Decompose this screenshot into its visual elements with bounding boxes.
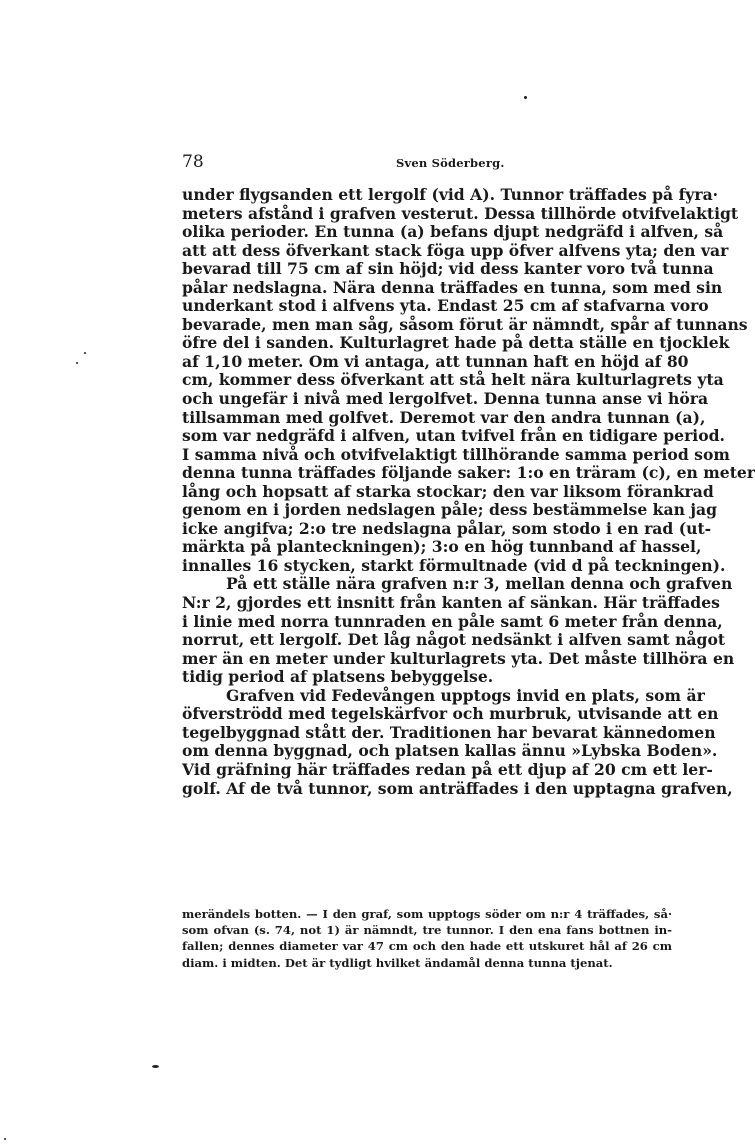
text-line: underkant stod i alfvens yta. Endast 25 cm af stafvarna voro: [182, 296, 709, 316]
footnote-line: fallen; dennes diameter var 47 cm och den hade ett utskuret hål af 26 cm: [182, 939, 672, 954]
text-line: Vid gräfning här träffades redan på ett djup af 20 cm ett ler-: [182, 759, 713, 779]
text-line: tidig period af platsens bebyggelse.: [182, 667, 494, 687]
text-line: öfre del i sanden. Kulturlagret hade på detta ställe en tjocklek: [182, 333, 730, 353]
text-line: N:r 2, gjordes ett insnitt från kanten af sänkan. Här träffades: [182, 593, 720, 613]
text-line: norrut, ett lergolf. Det låg något nedsänkt i alfven samt något: [182, 630, 726, 650]
scan-speck: [524, 96, 527, 99]
page-header: [182, 152, 672, 174]
footnote: [182, 906, 672, 971]
text-line: i linie med norra tunnraden en påle samt 6 meter från denna,: [182, 611, 723, 631]
text-line: öfverströdd med tegelskärfvor och murbruk, utvisande att en: [182, 704, 719, 724]
scan-speck: [84, 352, 86, 354]
text-line: pålar nedslagna. Nära denna träffades en tunna, som med sin: [182, 277, 723, 297]
text-line: Grafven vid Fedevången upptogs invid en plats, som är: [226, 685, 705, 705]
page-number: 78: [182, 152, 204, 172]
text-line: icke angifva; 2:o tre nedslagna pålar, som stodo i en rad (ut-: [182, 518, 712, 538]
text-line: tegelbyggnad stått der. Traditionen har bevarat kännedomen: [182, 722, 716, 742]
footnote-line: diam. i midten. Det är tydligt hvilket ändamål denna tunna tjenat.: [182, 955, 613, 970]
text-line: mer än en meter under kulturlagrets yta. Det måste tillhöra en: [182, 648, 735, 668]
text-line: genom en i jorden nedslagen påle; dess bestämmelse kan jag: [182, 500, 717, 520]
text-line: denna tunna träffades följande saker: 1:o en träram (c), en meter: [182, 463, 755, 483]
text-line: och ungefär i nivå med lergolfvet. Denna tunna anse vi höra: [182, 389, 709, 409]
text-line: bevarad till 75 cm af sin höjd; vid dess kanter voro två tunna: [182, 259, 714, 279]
scan-speck: [152, 1065, 159, 1068]
text-line: af 1,10 meter. Om vi antaga, att tunnan haft en höjd af 80: [182, 351, 689, 371]
text-line: under flygsanden ett lergolf (vid A). Tunnor träffades på fyra·: [182, 185, 719, 204]
text-line: lång och hopsatt af starka stockar; den var liksom förankrad: [182, 481, 714, 501]
scan-speck: [76, 362, 78, 364]
body-text: [182, 185, 755, 798]
text-line: På ett ställe nära grafven n:r 3, mellan denna och grafven: [226, 574, 733, 594]
footnote-line: som ofvan (s. 74, not 1) är nämndt, tre tunnor. I den ena fans bottnen in-: [182, 923, 672, 938]
footnote-line: merändels botten. — I den graf, som upptogs söder om n:r 4 träffades, så·: [182, 907, 672, 921]
text-line: golf. Af de två tunnor, som anträffades i den upptagna grafven,: [182, 778, 733, 798]
text-line: olika perioder. En tunna (a) befans djupt nedgräfd i alfven, så: [182, 222, 724, 242]
text-line: innalles 16 stycken, starkt förmultnade (vid d på teckningen).: [182, 555, 726, 575]
text-line: som var nedgräfd i alfven, utan tvifvel från en tidigare period.: [182, 426, 725, 446]
text-line: cm, kommer dess öfverkant att stå helt nära kulturlagrets yta: [182, 370, 724, 390]
running-head: Sven Söderberg.: [396, 156, 505, 170]
text-line: märkta på planteckningen); 3:o en hög tunnband af hassel,: [182, 537, 702, 557]
text-line: att att dess öfverkant stack föga upp öfver alfvens yta; den var: [182, 240, 729, 260]
text-line: om denna byggnad, och platsen kallas ännu »Lybska Boden».: [182, 741, 718, 761]
text-line: tillsamman med golfvet. Deremot var den andra tunnan (a),: [182, 407, 706, 427]
text-line: meters afstånd i grafven vesterut. Dessa tillhörde otvifvelaktigt: [182, 203, 739, 223]
scan-speck: [4, 1138, 6, 1140]
text-line: I samma nivå och otvifvelaktigt tillhörande samma period som: [182, 444, 730, 464]
text-line: bevarade, men man såg, såsom förut är nämndt, spår af tunnans: [182, 314, 748, 334]
